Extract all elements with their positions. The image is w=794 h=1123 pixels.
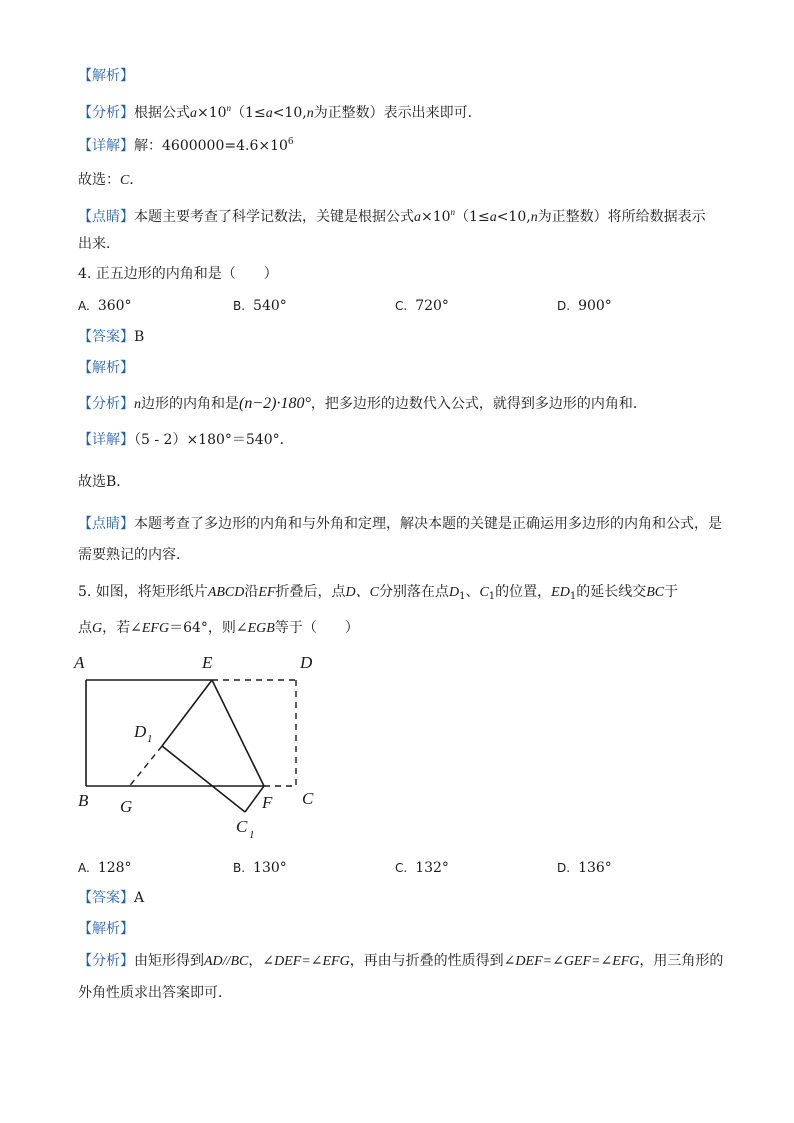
segment-d1c1 [162, 746, 245, 812]
math-a: a [265, 106, 273, 121]
text: 5. 如图，将矩形纸片 [78, 584, 208, 600]
answer-value: A [134, 890, 145, 906]
q5-fenxi-2 [78, 983, 232, 1003]
label-d1-sub: 1 [147, 733, 153, 745]
text: 折叠后，点 [275, 584, 346, 600]
math-a: a [414, 210, 421, 225]
q4-fenxi [78, 394, 647, 415]
answer-tag: 【答案】 [78, 890, 134, 906]
dashed-d1g [128, 746, 162, 788]
math: D、C [345, 585, 379, 600]
math: G [92, 621, 103, 636]
option-value: 136° [578, 860, 612, 876]
option-value: 132° [415, 860, 449, 876]
q4-answer [78, 327, 144, 347]
dianjing-line-1b [78, 234, 120, 254]
option-value: 900° [578, 298, 612, 314]
q4-jiexi [78, 358, 134, 378]
text: 外角性质求出答案即可． [78, 985, 232, 1001]
xiangjie-line-1 [78, 132, 294, 156]
guxuan-line-1 [78, 170, 143, 191]
q4-dianjing-2 [78, 545, 190, 565]
q4-option-a [78, 296, 132, 316]
math-sub: 1 [459, 591, 466, 602]
text: （5 - 2）×180°＝540°． [134, 432, 294, 448]
label-c1-sub: 1 [249, 829, 255, 841]
fenxi-tag: 【分析】 [78, 953, 134, 969]
math: DEF=∠EFG [274, 954, 350, 969]
q5-option-c [395, 858, 449, 878]
math-exp: 6 [287, 137, 294, 147]
dianjing-tag: 【点睛】 [78, 209, 134, 225]
option-label: D. [557, 861, 571, 875]
text: <10, [272, 105, 307, 121]
fenxi-tag: 【分析】 [78, 105, 134, 121]
math-n: n [530, 210, 538, 225]
option-value: 360° [97, 298, 132, 314]
text: 故选B． [78, 474, 131, 490]
text: 为正整数）表示出来即可． [313, 105, 482, 121]
text: ，再由与折叠的性质得到∠ [349, 953, 516, 969]
text: <10, [496, 209, 531, 225]
math-exp-n: n [226, 103, 232, 113]
q5-option-d [557, 858, 612, 878]
question-4-stem [78, 264, 278, 284]
text: 、 [465, 584, 480, 600]
math: D [448, 585, 460, 600]
text: （1≤ [455, 209, 490, 225]
answer-letter: C [120, 173, 130, 188]
answer-value: B [134, 329, 145, 345]
math: EF [258, 585, 276, 600]
folded-rectangle-figure [0, 640, 360, 850]
math-n: n [306, 106, 314, 121]
xiangjie-tag: 【详解】 [78, 432, 134, 448]
text: 本题主要考查了科学记数法，关键是根据公式 [134, 209, 414, 225]
text: 本题考查了多边形的内角和与外角和定理，解决本题的关键是正确运用多边形的内角和公式，是 [134, 516, 722, 532]
text: 分别落在点 [378, 584, 449, 600]
text: 解：4600000=4.6×10 [134, 138, 288, 154]
q4-xiangjie [78, 430, 294, 450]
text: 为正整数）将所给数据表示 [537, 209, 706, 225]
label-d1: D [134, 722, 147, 741]
q4-dianjing [78, 514, 722, 534]
q5-option-a [78, 858, 132, 878]
question-5-stem-2 [78, 618, 359, 639]
math: EGB [247, 621, 275, 636]
dianjing-line-1 [78, 202, 706, 228]
q5-option-b [233, 858, 287, 878]
text: 4. 正五边形的内角和是（ ） [78, 266, 278, 282]
q4-option-d [557, 296, 612, 316]
option-label: D. [557, 299, 571, 313]
label-g: G [120, 797, 133, 816]
q4-guxuan [78, 472, 130, 492]
math-a: a [489, 210, 497, 225]
math-a: a [190, 106, 197, 121]
text: ，若∠ [102, 620, 142, 636]
q4-option-b [233, 296, 287, 316]
option-value: 720° [415, 298, 449, 314]
fenxi-line-1 [78, 98, 482, 124]
math-n: n [134, 397, 141, 412]
text: 的位置， [495, 584, 552, 600]
text: 点 [78, 620, 92, 636]
text: 于 [664, 584, 679, 600]
math-sub: 1 [569, 591, 577, 602]
math-times-ten: ×10 [197, 105, 227, 121]
math-sub: 1 [488, 591, 496, 602]
jiexi-tag: 【解析】 [78, 360, 134, 376]
option-label: C. [395, 861, 408, 875]
option-value: 130° [253, 860, 287, 876]
text: 故选： [78, 172, 120, 188]
math: AD//BC [204, 954, 249, 969]
dianjing-tag: 【点睛】 [78, 516, 134, 532]
label-e: E [202, 653, 213, 672]
math: DEF=∠GEF=∠EFG [515, 954, 640, 969]
fenxi-tag: 【分析】 [78, 396, 134, 412]
math-exp-n: n [450, 207, 456, 217]
option-label: C. [395, 299, 408, 313]
jiexi-tag: 【解析】 [78, 68, 134, 84]
math: C [479, 585, 489, 600]
answer-tag: 【答案】 [78, 329, 134, 345]
text: 等于（ ） [274, 620, 359, 636]
math: BC [646, 585, 665, 600]
q5-fenxi [78, 951, 723, 972]
text: 边形的内角和是 [141, 396, 239, 412]
label-a: A [74, 653, 85, 672]
section-jiexi-1 [78, 66, 134, 86]
text: （1≤ [231, 105, 266, 121]
option-label: B. [233, 861, 246, 875]
text: ，用三角形的 [639, 953, 724, 969]
q4-option-c [395, 296, 449, 316]
label-b: B [78, 791, 89, 810]
text: 沿 [244, 584, 259, 600]
question-5-stem [78, 582, 678, 607]
text: 需要熟记的内容． [78, 547, 190, 563]
text: 根据公式 [134, 105, 190, 121]
segment-ed1 [162, 680, 212, 746]
text: ． [129, 172, 144, 188]
math: ABCD [207, 585, 245, 600]
text: ＝64°，则∠ [169, 620, 248, 636]
segment-ef [212, 680, 264, 786]
option-label: A. [78, 861, 90, 875]
math: ED [551, 585, 570, 600]
label-c: C [302, 789, 314, 808]
label-c1: C [236, 817, 248, 836]
text: 出来． [78, 236, 120, 252]
text: ，把多边形的边数代入公式，就得到多边形的内角和． [310, 396, 647, 412]
xiangjie-tag: 【详解】 [78, 138, 134, 154]
jiexi-tag: 【解析】 [78, 921, 134, 937]
option-label: A. [78, 299, 90, 313]
text: ，∠ [248, 953, 275, 969]
text: 的延长线交 [576, 584, 647, 600]
math-times-ten: ×10 [421, 209, 451, 225]
q5-answer [78, 888, 144, 908]
math-formula: (n−2)·180° [239, 395, 311, 412]
option-value: 128° [97, 860, 132, 876]
option-label: B. [233, 299, 246, 313]
math: EFG [141, 621, 170, 636]
q5-jiexi [78, 919, 134, 939]
label-d: D [300, 653, 313, 672]
option-value: 540° [253, 298, 287, 314]
label-f: F [262, 793, 273, 812]
text: 由矩形得到 [134, 953, 204, 969]
